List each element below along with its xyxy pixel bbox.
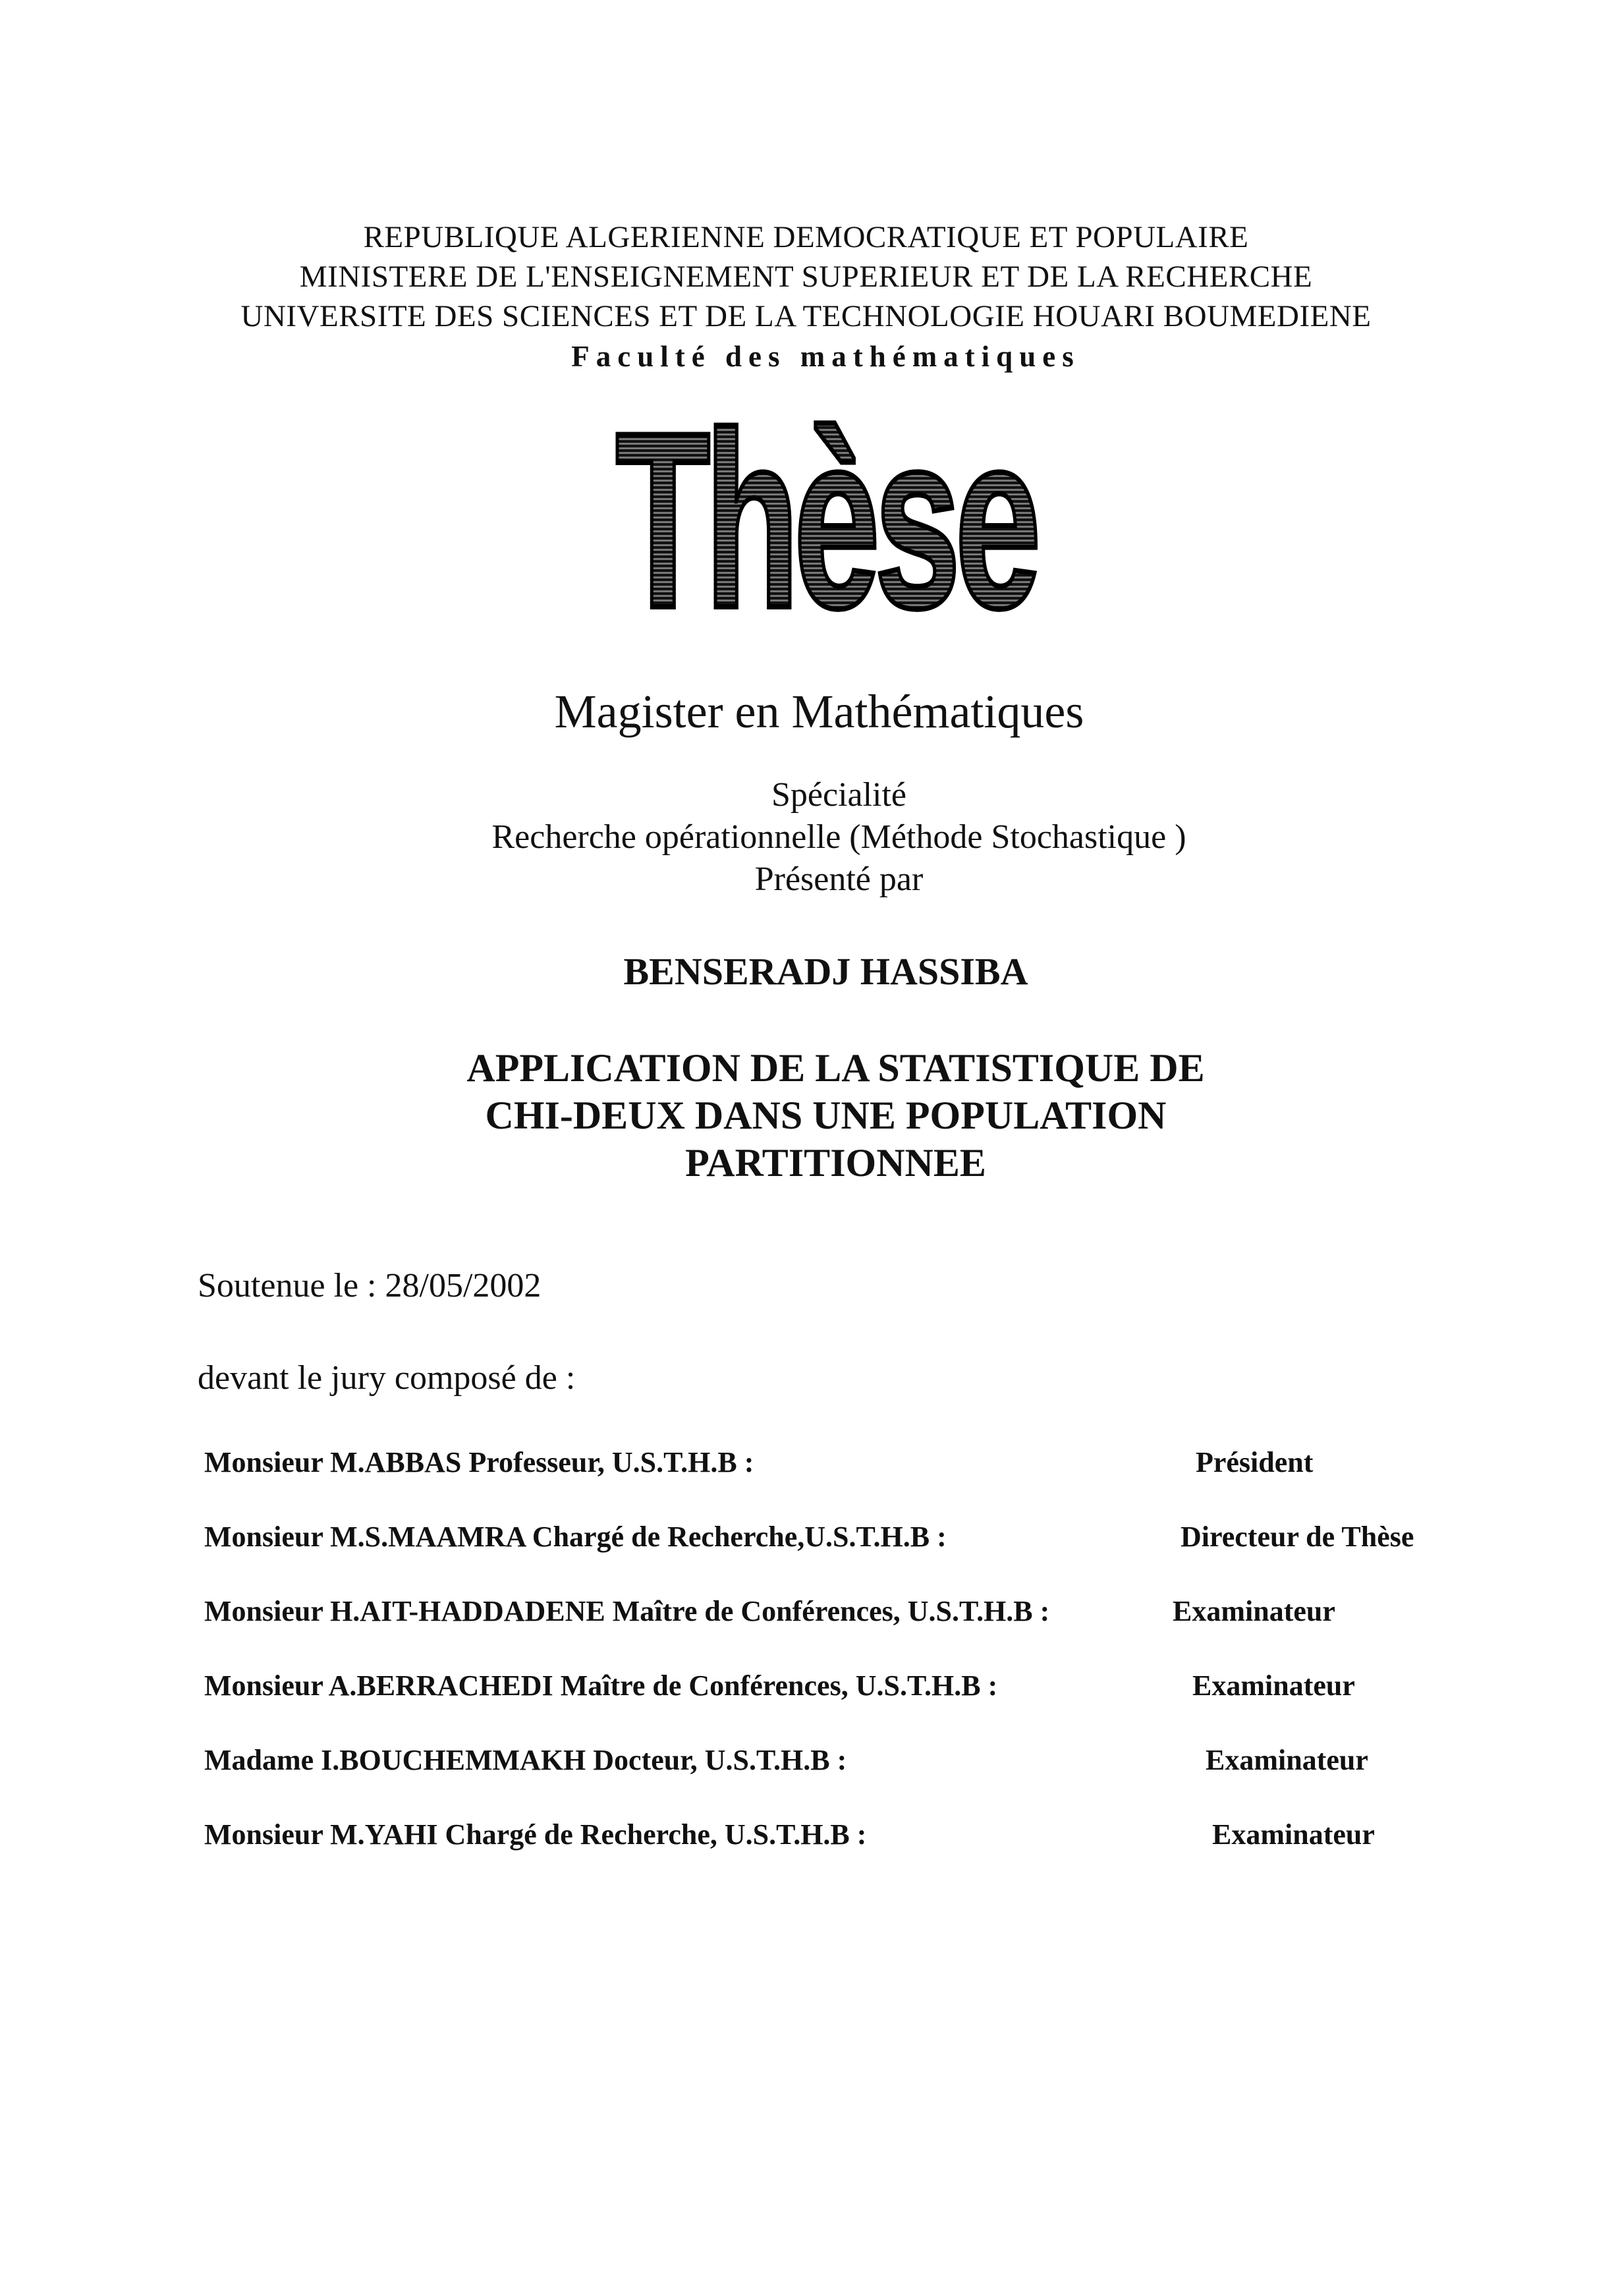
jury-member-desc: Monsieur M.S.MAAMRA Chargé de Recherche,U.S.T.H.B : (204, 1521, 947, 1553)
jury-member-role: Examinateur (1206, 1744, 1368, 1776)
jury-member (204, 1517, 1555, 1592)
header-line-ministry: MINISTERE DE L'ENSEIGNEMENT SUPERIEUR ET DE LA RECHERCHE (299, 260, 1313, 294)
jury-member (204, 1815, 1555, 1890)
jury-member-desc: Madame I.BOUCHEMMAKH Docteur, U.S.T.H.B : (204, 1744, 847, 1776)
jury-member-desc: Monsieur M.ABBAS Professeur, U.S.T.H.B : (204, 1446, 754, 1478)
jury-list (204, 1443, 1555, 1890)
jury-member-role: Directeur de Thèse (1181, 1521, 1414, 1553)
header-line-republic: REPUBLIQUE ALGERIENNE DEMOCRATIQUE ET POPULAIRE (363, 220, 1249, 254)
jury-member-role: Examinateur (1212, 1818, 1375, 1851)
specialty-block (0, 774, 1612, 901)
jury-member-role: Examinateur (1173, 1595, 1335, 1627)
author-name: BENSERADJ HASSIBA (623, 950, 1028, 993)
jury-member-desc: Monsieur A.BERRACHEDI Maître de Conférences, U.S.T.H.B : (204, 1669, 998, 1702)
thesis-title-line-3: PARTITIONNEE (685, 1141, 986, 1185)
document-type-heading (0, 380, 1612, 660)
thesis-title-line-1: APPLICATION DE LA STATISTIQUE DE (466, 1046, 1205, 1090)
jury-member (204, 1592, 1555, 1666)
jury-member-desc: Monsieur M.YAHI Chargé de Recherche, U.S.T.H.B : (204, 1818, 867, 1851)
jury-member (204, 1666, 1555, 1741)
specialty-label: Spécialité (771, 776, 907, 814)
these-word: Thèse (615, 380, 1036, 660)
jury-member-desc: Monsieur H.AIT-HADDADENE Maître de Conférences, U.S.T.H.B : (204, 1595, 1050, 1627)
institution-header (0, 217, 1612, 377)
presented-by-label: Présenté par (754, 860, 924, 898)
header-line-university: UNIVERSITE DES SCIENCES ET DE LA TECHNOLOGIE HOUARI BOUMEDIENE (240, 299, 1372, 333)
thesis-title-line-2: CHI-DEUX DANS UNE POPULATION (485, 1094, 1167, 1137)
specialty-value: Recherche opérationnelle (Méthode Stochastique ) (491, 818, 1186, 856)
jury-member (204, 1741, 1555, 1815)
jury-member (204, 1443, 1555, 1517)
thesis-title (0, 1044, 1612, 1187)
jury-member-role: Examinateur (1192, 1669, 1355, 1702)
jury-intro: devant le jury composé de : (198, 1359, 576, 1397)
faculty-name: Faculté des mathématiques (571, 340, 1080, 373)
degree-title: Magister en Mathématiques (554, 685, 1084, 738)
jury-member-role: Président (1196, 1446, 1314, 1478)
defense-date: Soutenue le : 28/05/2002 (198, 1267, 542, 1304)
